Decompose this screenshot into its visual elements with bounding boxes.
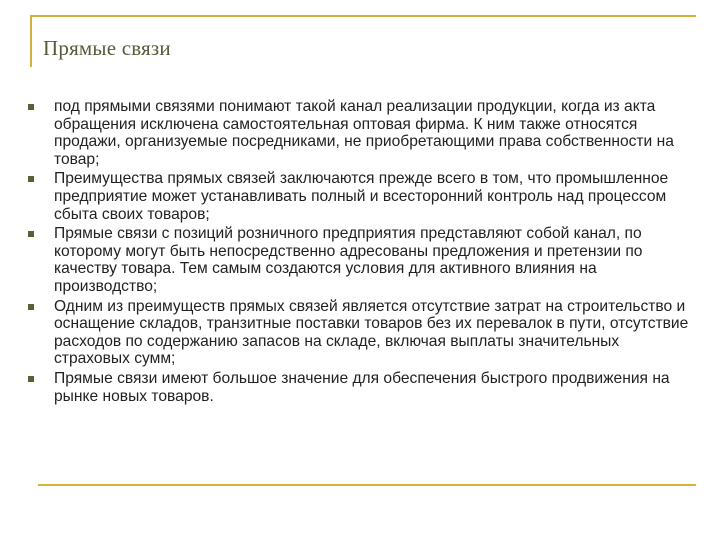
square-bullet-icon	[28, 176, 34, 182]
slide-title: Прямые связи	[43, 36, 171, 60]
square-bullet-icon	[28, 104, 34, 110]
square-bullet-icon	[28, 231, 34, 237]
bullet-item	[28, 98, 698, 168]
bullet-item	[28, 370, 698, 405]
bullet-text: Прямые связи имеют большое значение для обеспечения быстрого продвижения на рынке новых товаров.	[54, 369, 670, 405]
top-rule	[30, 15, 696, 17]
bullet-item	[28, 170, 698, 223]
square-bullet-icon	[28, 304, 34, 310]
bullet-item	[28, 298, 698, 368]
bottom-rule	[38, 484, 696, 486]
bullet-text: Прямые связи с позиций розничного предприятия представляют собой канал, по которому могут быть непосредственно адресованы предложения и претензии по качеству товара. Тем самым создаются условия для активного влияния на производство;	[54, 225, 643, 295]
square-bullet-icon	[28, 376, 34, 382]
bullet-item	[28, 225, 698, 295]
bullet-text: под прямыми связями понимают такой канал реализации продукции, когда из акта обращения исключена самостоятельная оптовая фирма. К ним также относятся продажи, организуемые посредниками, не приобретающими права собственности на товар;	[54, 98, 674, 168]
bullet-text: Одним из преимуществ прямых связей является отсутствие затрат на строительство и оснащение складов, транзитные поставки товаров без их перевалок в пути, отсутствие расходов по содержанию запасов на складе, включая выплаты значительных страховых сумм;	[54, 297, 689, 368]
bullet-text: Преимущества прямых связей заключаются прежде всего в том, что промышленное предприятие может устанавливать полный и всесторонний контроль над процессом сбыта своих товаров;	[54, 170, 669, 223]
bullet-list	[28, 98, 698, 407]
left-rule	[30, 15, 32, 67]
